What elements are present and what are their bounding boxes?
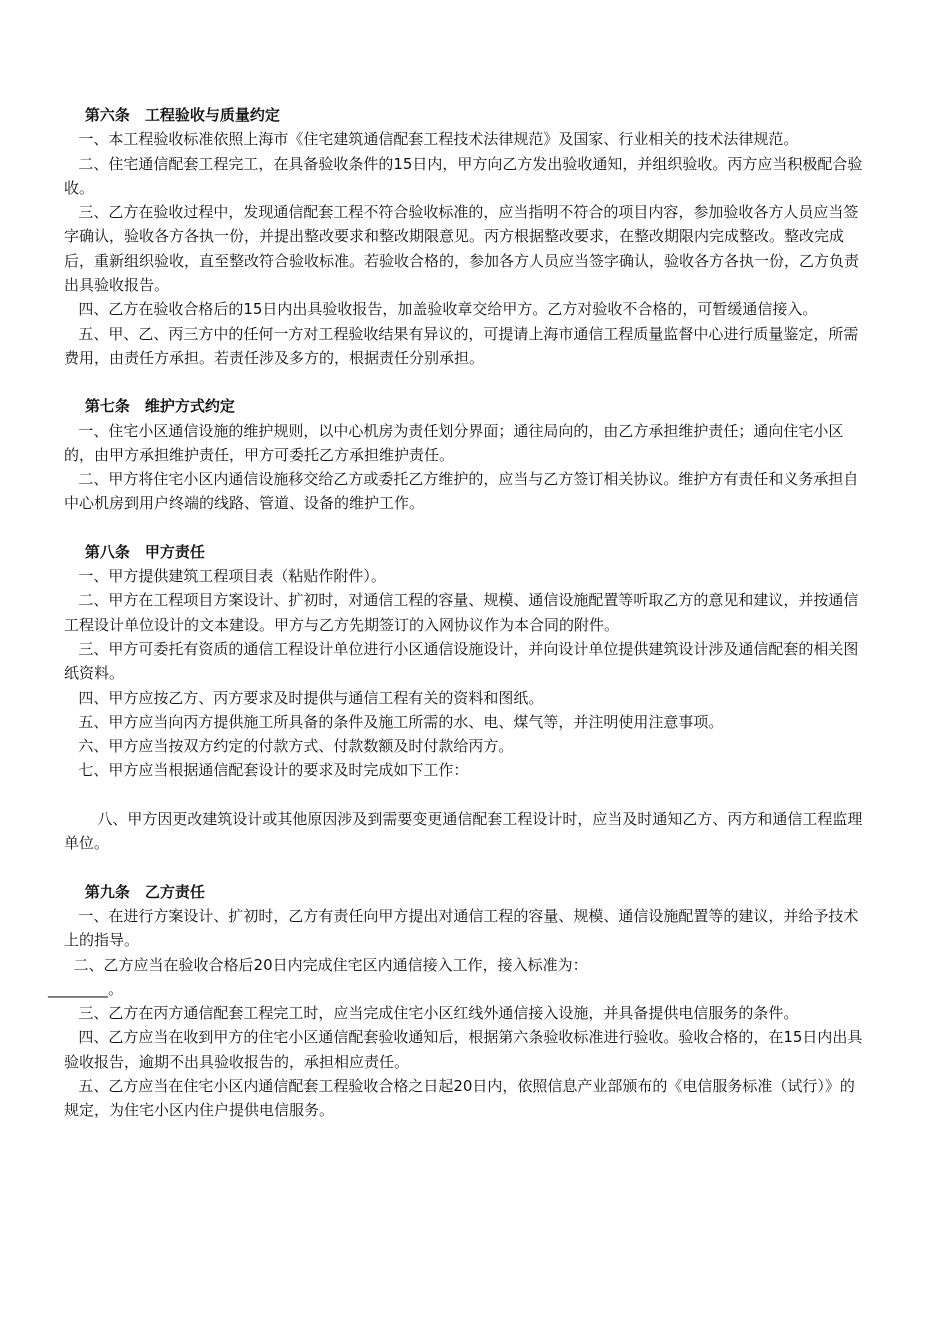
- section-article-7: [64, 394, 864, 515]
- section-article-9: [48, 880, 864, 1123]
- spacer: [64, 856, 864, 880]
- paragraph: 一、本工程验收标准依照上海市《住宅建筑通信配套工程技术法律规范》及国家、行业相关的技术法律规范。: [64, 130, 799, 149]
- paragraph: 三、乙方在丙方通信配套工程完工时，应当完成住宅小区红线外通信接入设施，并具备提供电信服务的条件。: [64, 1004, 799, 1023]
- paragraph: 一、甲方提供建筑工程项目表（粘贴作附件）。: [64, 567, 386, 586]
- paragraph: 二、乙方应当在验收合格后20日内完成住宅区内通信接入工作，接入标准为：: [64, 955, 588, 974]
- paragraph: 三、乙方在验收过程中，发现通信配套工程不符合验收标准的，应当指明不符合的项目内容，参加验收各方人员应当签字确认，验收各方各执一份，并提出整改要求和整改期限意见。丙方根据整改要求，在整改期限内完成整改。整改完成后，重新组织验收，直至整改符合验收标准。若验收合格的，参加各方人员应当签字确认，验收各方各执一份，乙方负责出具验收报告。: [64, 203, 860, 295]
- paragraph: 六、甲方应当按双方约定的付款方式、付款数额及时付款给丙方。: [64, 737, 514, 756]
- spacer: [64, 370, 864, 394]
- section-title: 第六条 工程验收与质量约定: [64, 106, 280, 124]
- section-title: 第九条 乙方责任: [64, 882, 205, 901]
- document-body: [48, 103, 864, 1123]
- paragraph: 五、乙方应当在住宅小区内通信配套工程验收合格之日起20日内，依照信息产业部颁布的《电信服务标准（试行）》的规定，为住宅小区内住户提供电信服务。: [64, 1076, 855, 1120]
- section-article-6: [64, 103, 864, 370]
- paragraph: 四、乙方在验收合格后的15日内出具验收报告，加盖验收章交给甲方。乙方对验收不合格的，可暂缓通信接入。: [64, 300, 818, 319]
- spacer: [64, 516, 864, 540]
- paragraph: 二、住宅通信配套工程完工，在具备验收条件的15日内，甲方向乙方发出验收通知，并组织验收。丙方应当积极配合验收。: [64, 154, 863, 197]
- paragraph: [64, 783, 864, 807]
- paragraph: 五、甲方应当向丙方提供施工所具备的条件及施工所需的水、电、煤气等，并注明使用注意事项。: [64, 712, 724, 731]
- blank-line-field: ________。: [48, 979, 124, 998]
- paragraph: 五、甲、乙、丙三方中的任何一方对工程验收结果有异议的，可提请上海市通信工程质量监督中心进行质量鉴定，所需费用，由责任方承担。若责任涉及多方的，根据责任分别承担。: [64, 324, 859, 367]
- section-article-8: [64, 540, 864, 856]
- section-title: 第八条 甲方责任: [64, 542, 205, 561]
- paragraph: 七、甲方应当根据通信配套设计的要求及时完成如下工作：: [64, 761, 469, 780]
- paragraph: 三、甲方可委托有资质的通信工程设计单位进行小区通信设施设计，并向设计单位提供建筑设计涉及通信配套的相关图纸资料。: [64, 639, 859, 683]
- paragraph: 四、乙方应当在收到甲方的住宅小区通信配套验收通知后，根据第六条验收标准进行验收。验收合格的，在15日内出具验收报告，逾期不出具验收报告的，承担相应责任。: [64, 1028, 863, 1071]
- paragraph: 二、甲方在工程项目方案设计、扩初时，对通信工程的容量、规模、通信设施配置等听取乙方的意见和建议，并按通信工程设计单位设计的文本建设。甲方与乙方先期签订的入网协议作为本合同的附件。: [64, 591, 859, 634]
- paragraph: 一、住宅小区通信设施的维护规则，以中心机房为责任划分界面；通往局向的，由乙方承担维护责任；通向住宅小区的，由甲方承担维护责任，甲方可委托乙方承担维护责任。: [64, 421, 844, 464]
- paragraph: 八、甲方因更改建筑设计或其他原因涉及到需要变更通信配套工程设计时，应当及时通知乙方、丙方和通信工程监理单位。: [64, 810, 863, 853]
- paragraph: 一、在进行方案设计、扩初时，乙方有责任向甲方提出对通信工程的容量、规模、通信设施配置等的建议，并给予技术上的指导。: [64, 906, 859, 950]
- paragraph: 二、甲方将住宅小区内通信设施移交给乙方或委托乙方维护的，应当与乙方签订相关协议。维护方有责任和义务承担自中心机房到用户终端的线路、管道、设备的维护工作。: [64, 470, 859, 513]
- section-title: 第七条 维护方式约定: [64, 397, 235, 416]
- paragraph: 四、甲方应按乙方、丙方要求及时提供与通信工程有关的资料和图纸。: [64, 688, 544, 707]
